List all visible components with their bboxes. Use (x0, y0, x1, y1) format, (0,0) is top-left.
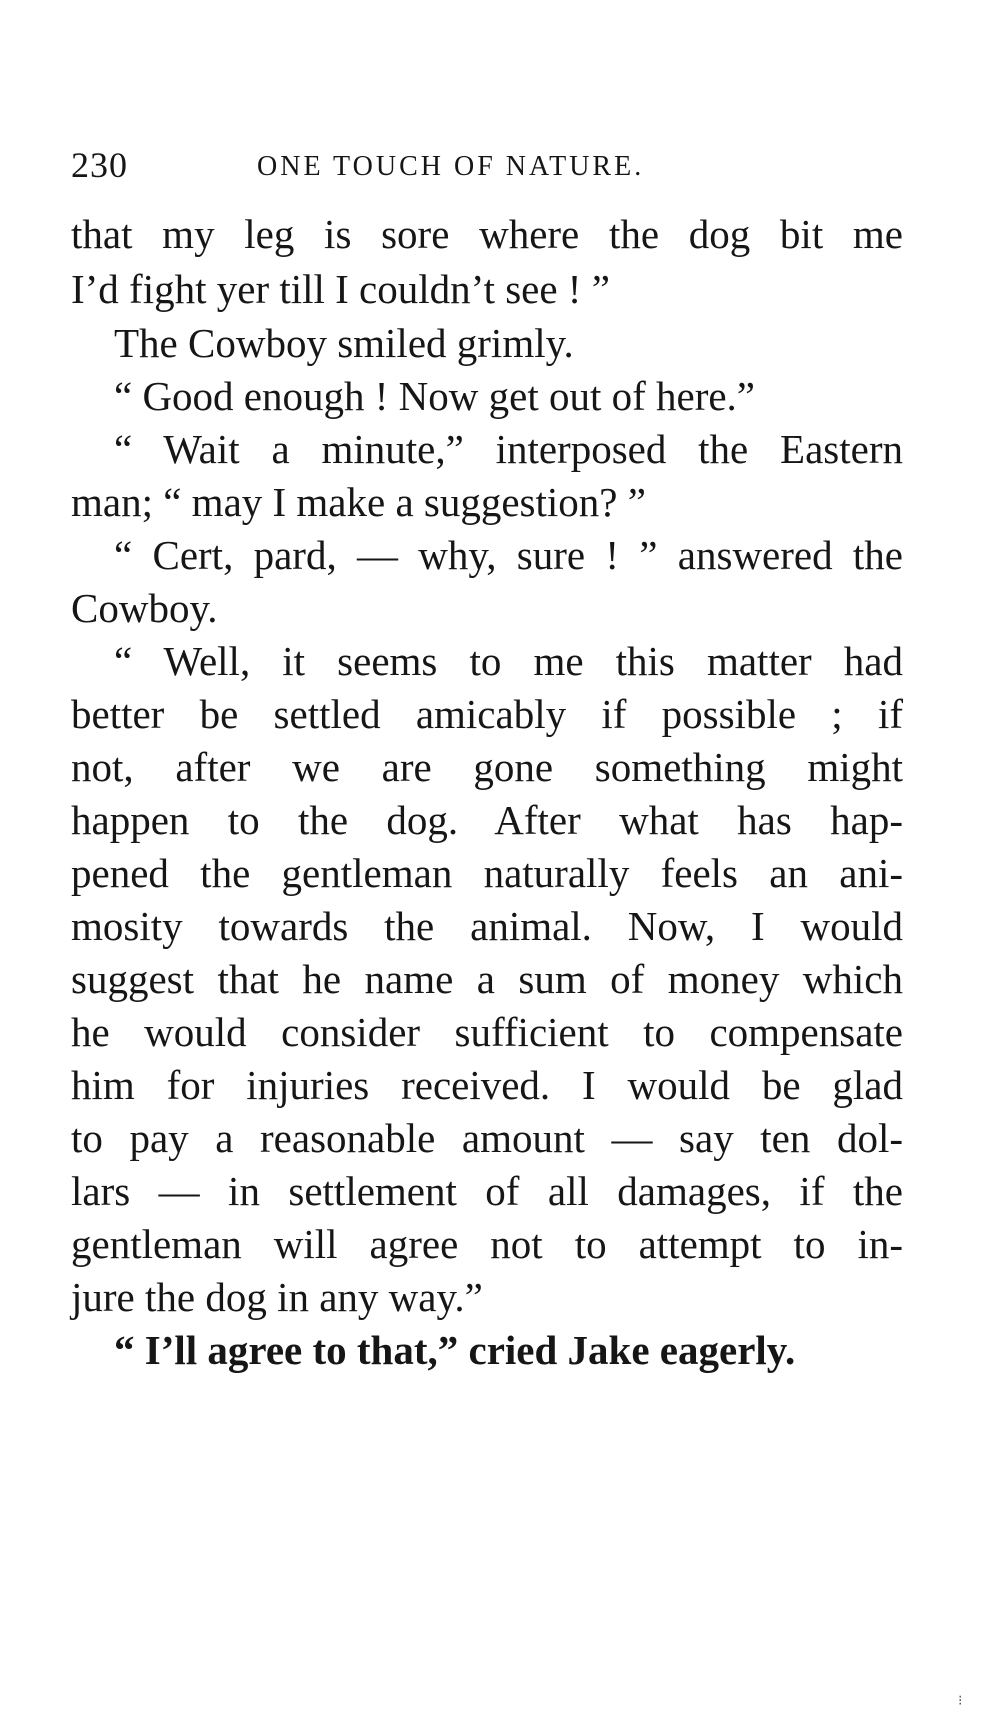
text-line: not, after we are gone something might (71, 744, 903, 790)
text-line: suggest that he name a sum of money which (71, 956, 903, 1002)
text-line: “ I’ll agree to that,” cried Jake eagerly. (114, 1327, 796, 1373)
corner-mark: ⁝ (958, 1693, 963, 1709)
text-line: pened the gentleman naturally feels an ani- (71, 850, 903, 896)
text-line: he would consider sufficient to compensate (71, 1009, 903, 1055)
page-header (71, 143, 731, 193)
text-line: “ Good enough ! Now get out of here.” (114, 373, 756, 419)
text-line: man; “ may I make a suggestion? ” (71, 479, 646, 525)
text-line: “ Well, it seems to me this matter had (114, 638, 903, 684)
text-line: Cowboy. (71, 585, 218, 631)
text-line: him for injuries received. I would be glad (71, 1062, 903, 1108)
text-line: to pay a reasonable amount — say ten dol- (71, 1115, 903, 1161)
text-line: happen to the dog. After what has hap- (71, 797, 903, 843)
text-line: I’d fight yer till I couldn’t see ! ” (71, 266, 610, 312)
page-number: 230 (71, 145, 128, 185)
text-line: lars — in settlement of all damages, if the (71, 1168, 903, 1214)
text-line: jure the dog in any way.” (71, 1274, 483, 1320)
text-line: gentleman will agree not to attempt to in- (71, 1221, 903, 1267)
text-line: mosity towards the animal. Now, I would (71, 903, 903, 949)
text-line: that my leg is sore where the dog bit me (71, 211, 903, 257)
text-line: “ Wait a minute,” interposed the Eastern (114, 426, 903, 472)
text-line: better be settled amicably if possible ; if (71, 691, 903, 737)
text-line: “ Cert, pard, — why, sure ! ” answered the (114, 532, 903, 578)
running-head: ONE TOUCH OF NATURE. (257, 151, 645, 182)
text-line: The Cowboy smiled grimly. (114, 320, 574, 366)
